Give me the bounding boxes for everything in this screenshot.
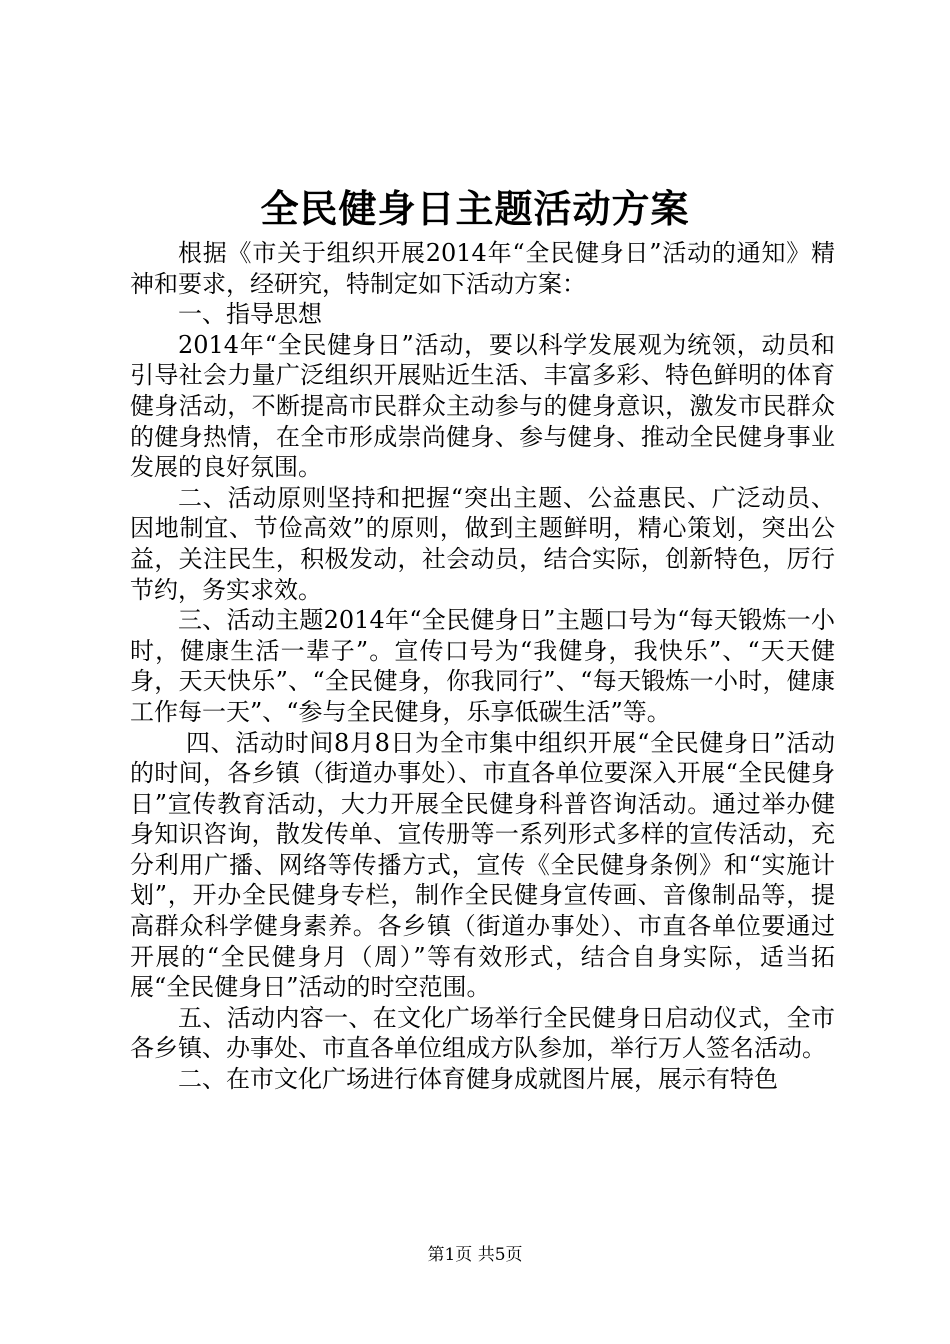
paragraph-exhibition: 二、在市文化广场进行体育健身成就图片展，展示有特色 [178, 1065, 778, 1094]
paragraph-guiding-ideology: 2014年“全民健身日”活动，要以科学发展观为统领，动员和引导社会力量广泛组织开展贴近生活、丰富多彩、特色鲜明的体育健身活动，不断提高市民群众主动参与的健身意识，激发市民群众的健身热情，在全市形成崇尚健身、参与健身、推动全民健身事业发展的良好氛围。 [130, 330, 835, 482]
paragraph-principles: 二、活动原则坚持和把握“突出主题、公益惠民、广泛动员、因地制宜、节俭高效”的原则，做到主题鲜明，精心策划，突出公益，关注民生，积极发动，社会动员，结合实际，创新特色，厉行节约，务实求效。 [130, 483, 835, 604]
page-footer: 第1页 共5页 [427, 1245, 523, 1265]
paragraph-content: 五、活动内容一、在文化广场举行全民健身日启动仪式，全市各乡镇、办事处、市直各单位组成方队参加，举行万人签名活动。 [130, 1003, 835, 1063]
paragraph-theme: 三、活动主题2014年“全民健身日”主题口号为“每天锻炼一小时，健康生活一辈子”。宣传口号为“我健身，我快乐”、“天天健身，天天快乐”、“全民健身，你我同行”、“每天锻炼一小时，健康工作每一天”、“参与全民健身，乐享低碳生活”等。 [130, 606, 835, 726]
heading-guiding-ideology: 一、指导思想 [178, 300, 322, 329]
document-title: 全民健身日主题活动方案 [260, 186, 690, 231]
paragraph-intro: 根据《市关于组织开展2014年“全民健身日”活动的通知》精神和要求，经研究，特制定如下活动方案： [130, 239, 835, 298]
document-body [130, 238, 835, 1095]
paragraph-time: 四、活动时间8月8日为全市集中组织开展“全民健身日”活动的时间，各乡镇（街道办事处）、市直各单位要深入开展“全民健身日”宣传教育活动，大力开展全民健身科普咨询活动。通过举办健身知识咨询，散发传单、宣传册等一系列形式多样的宣传活动，充分利用广播、网络等传播方式，宣传《全民健身条例》和“实施计划”，开办全民健身专栏，制作全民健身宣传画、音像制品等，提高群众科学健身素养。各乡镇（街道办事处）、市直各单位要通过开展的“全民健身月（周）”等有效形式，结合自身实际，适当拓展“全民健身日”活动的时空范围。 [130, 728, 835, 1002]
